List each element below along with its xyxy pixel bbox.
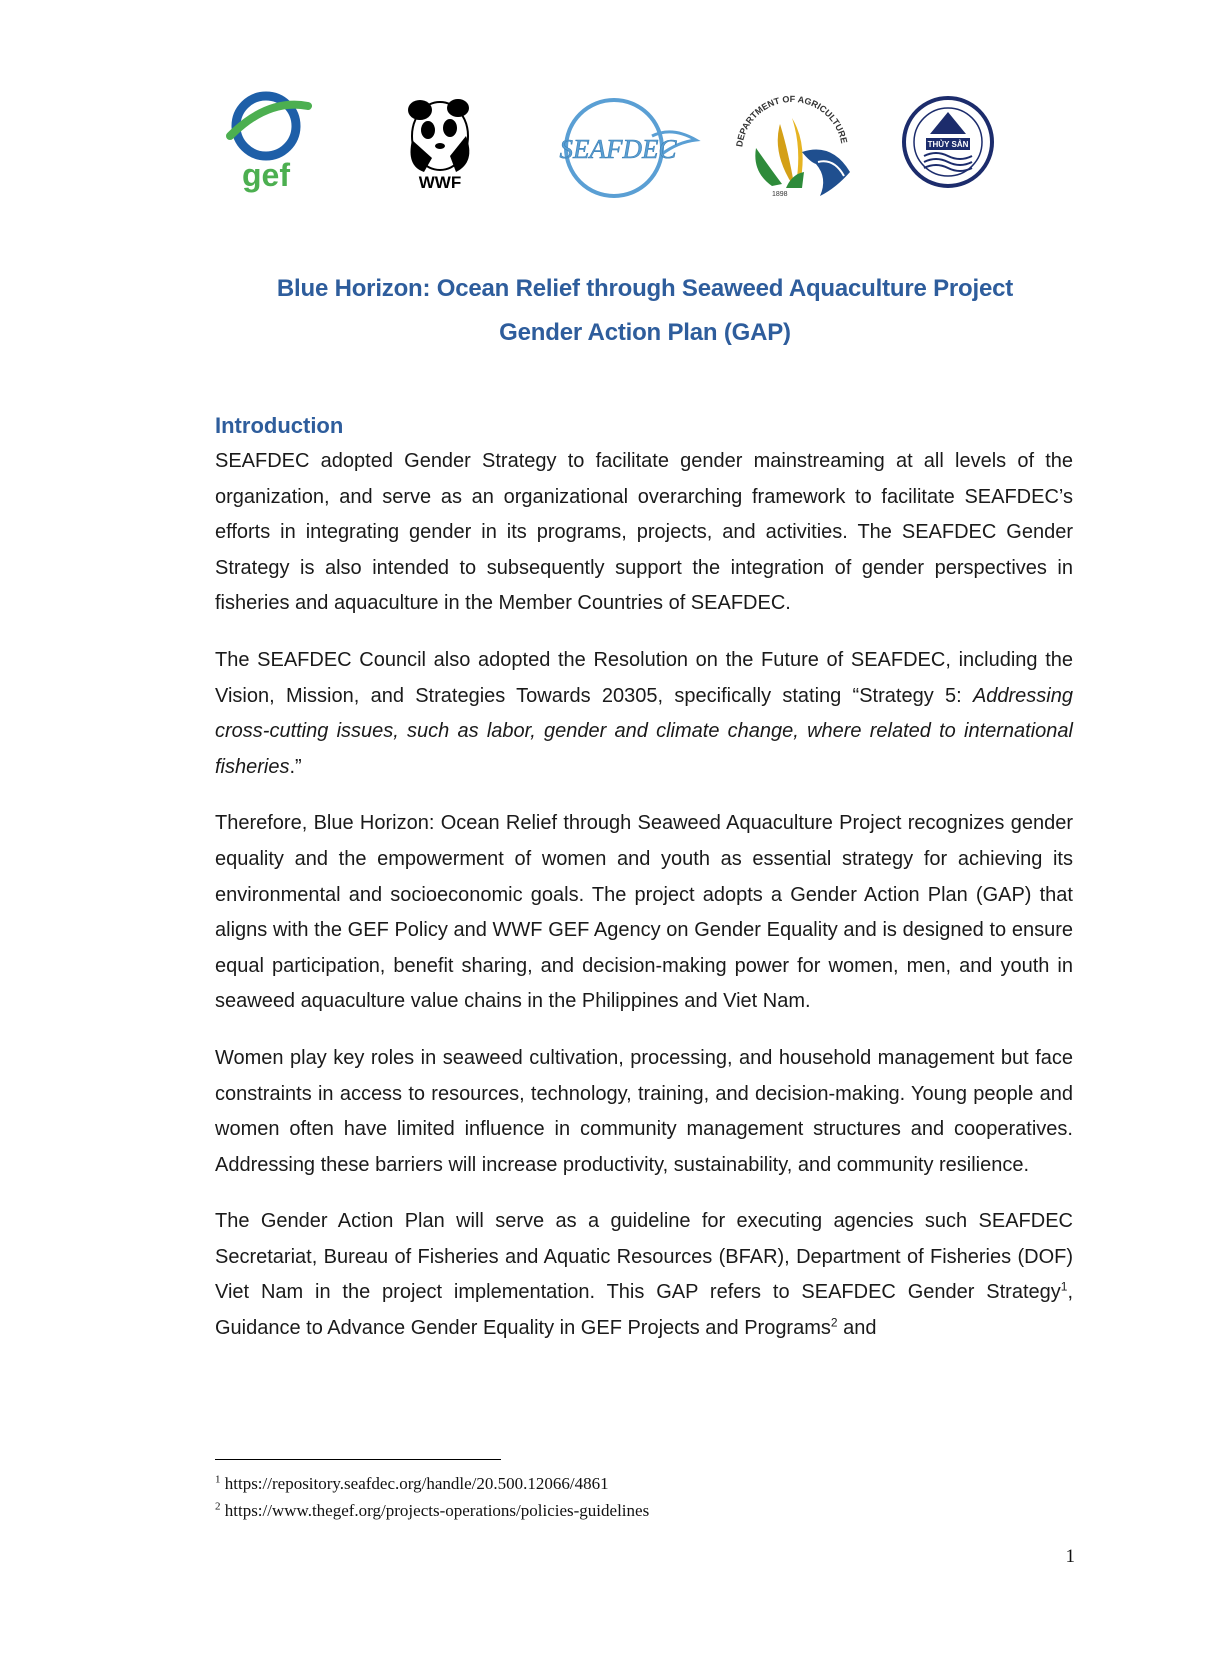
paragraph-5 bbox=[215, 1204, 1073, 1346]
footnotes bbox=[215, 1470, 1073, 1524]
footnote-2-mark: 2 bbox=[215, 1500, 221, 1513]
footnote-1 bbox=[215, 1470, 1073, 1497]
da-logo-text: DEPARTMENT OF AGRICULTURE bbox=[734, 93, 850, 148]
paragraph-1: SEAFDEC adopted Gender Strategy to facilitate gender mainstreaming at all levels of the organization, and serve as an organizational overarching framework to facilitate SEAFDEC’s efforts in integrating gender in its programs, projects, and activities. The SEAFDEC Gender Strategy is also intended to subsequently support the integration of gender perspectives in fisheries and aquaculture in the Member Countries of SEAFDEC. bbox=[215, 450, 1073, 615]
footnote-2 bbox=[215, 1497, 1073, 1524]
paragraph-5-text-b: , Guidance to Advance Gender Equality in GEF Projects and Programs bbox=[215, 1281, 1073, 1340]
paragraph-2 bbox=[215, 643, 1073, 785]
paragraph-4: Women play key roles in seaweed cultivation, processing, and household management but face constraints in access to resources, technology, training, and decision-making. Young people and women often have limited influence in community management structures and cooperatives. Addressing these barriers will increase productivity, sustainability, and community resilience. bbox=[215, 1046, 1073, 1176]
gef-logo bbox=[228, 88, 310, 192]
title-line-1: Blue Horizon: Ocean Relief through Seaweed Aquaculture Project bbox=[276, 275, 1014, 302]
svg-text:DEPARTMENT OF AGRICULTURE bbox=[734, 94, 849, 148]
paragraph-3: Therefore, Blue Horizon: Ocean Relief through Seaweed Aquaculture Project recognizes gender equality and the empowerment of women and youth as essential strategy for achieving its environmental and socioeconomic goals. The project adopts a Gender Action Plan (GAP) that aligns with the GEF Policy and WWF GEF Agency on Gender Equality and is designed to ensure equal participation, benefit sharing, and decision-making power for women, men, and youth in seaweed aquaculture value chains in the Philippines and Viet Nam. bbox=[215, 812, 1073, 1013]
thuy-san-logo-text: THỦY SẢN bbox=[927, 140, 969, 149]
paragraph-5-text-a: The Gender Action Plan will serve as a guideline for executing agencies such SEAFDEC Secretariat, Bureau of Fisheries and Aquatic Resources (BFAR), Department of Fisheries (DOF) Viet Nam in the project implementation. This GAP refers to SEAFDEC Gender Strategy bbox=[215, 1210, 1073, 1304]
document-body bbox=[215, 408, 1073, 1368]
seafdec-logo-text: SEAFDEC bbox=[559, 134, 677, 164]
wwf-logo bbox=[398, 96, 480, 192]
paragraph-2-text: The SEAFDEC Council also adopted the Resolution on the Future of SEAFDEC, including the Vision, Mission, and Strategies Towards 20305, specifically stating “Strategy 5: bbox=[215, 648, 1073, 707]
da-logo-year: 1898 bbox=[772, 191, 788, 198]
footnote-ref-2[interactable]: 2 bbox=[830, 1315, 838, 1330]
footnote-1-mark: 1 bbox=[215, 1473, 221, 1486]
paragraph-2-italic-quote: Addressing cross-cutting issues, such as labor, gender and climate change, where related to international fisheries bbox=[215, 684, 1073, 778]
footnote-1-link[interactable]: https://repository.seafdec.org/handle/20.500.12066/4861 bbox=[224, 1474, 609, 1493]
page-number: 1 bbox=[1065, 1546, 1075, 1567]
section-heading-introduction: Introduction bbox=[215, 413, 344, 438]
footnote-ref-1[interactable]: 1 bbox=[1060, 1279, 1068, 1294]
paragraph-2-closing: .” bbox=[289, 755, 302, 778]
gef-logo-text: gef bbox=[242, 157, 290, 193]
document-title bbox=[215, 267, 1075, 355]
paragraph-5-text-c: and bbox=[837, 1317, 877, 1340]
thuy-san-logo bbox=[900, 96, 1000, 188]
footnote-separator bbox=[215, 1459, 501, 1460]
department-of-agriculture-logo bbox=[732, 92, 862, 204]
footnote-2-link[interactable]: https://www.thegef.org/projects-operations/policies-guidelines bbox=[224, 1501, 650, 1520]
wwf-logo-text: WWF bbox=[418, 173, 462, 192]
seafdec-logo bbox=[559, 96, 702, 200]
title-line-2: Gender Action Plan (GAP) bbox=[499, 319, 791, 346]
